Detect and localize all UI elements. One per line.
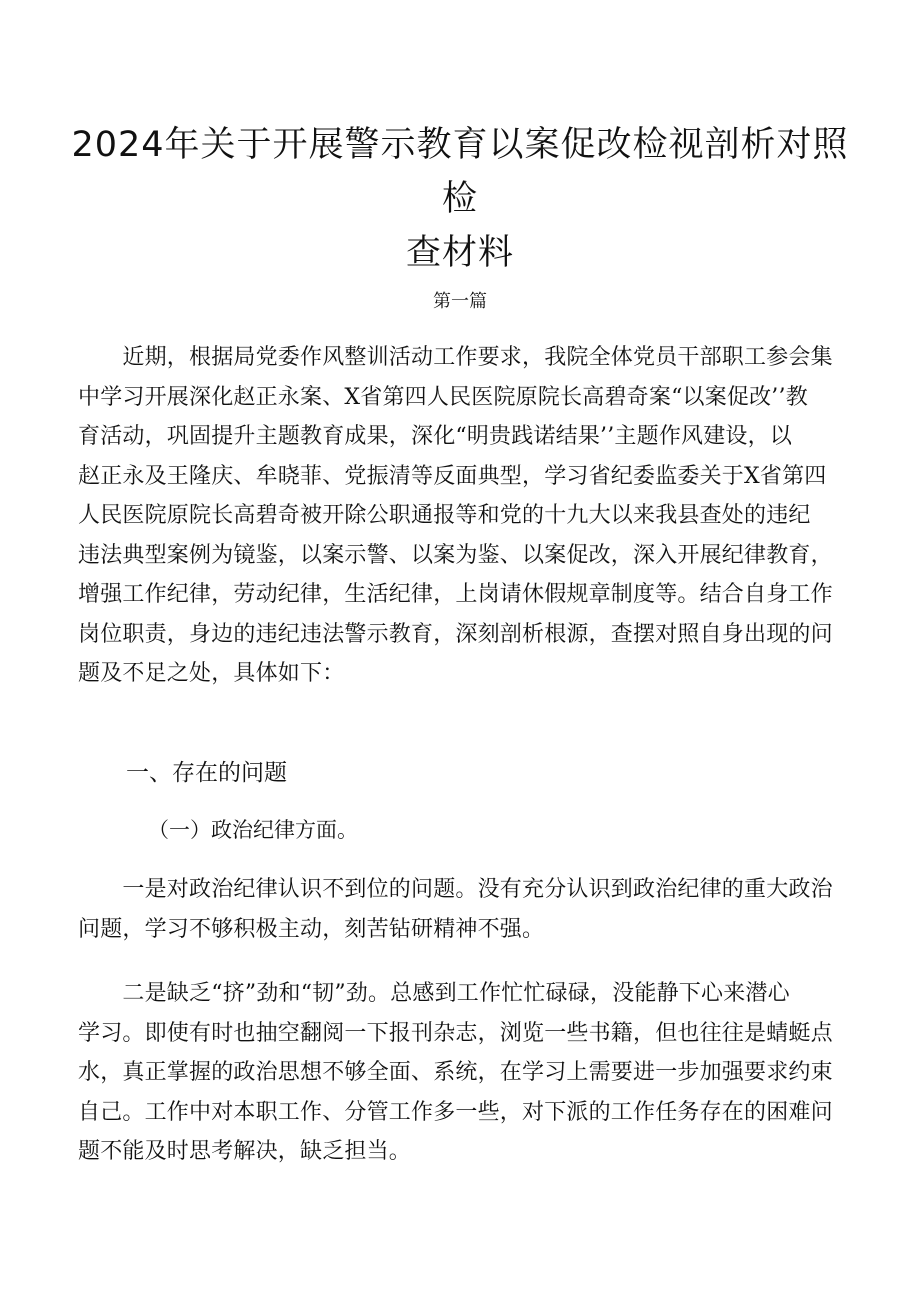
part-label: 第一篇 xyxy=(433,291,487,312)
document-title xyxy=(60,118,860,280)
paragraph-line: 增强工作纪律，劳动纪律，生活纪律，上岗请休假规章制度等。结合自身工作 xyxy=(78,582,833,607)
paragraph-line: 育活动，巩固提升主题教育成果，深化“明贵践诺结果’’主题作风建设，以 xyxy=(78,424,793,449)
paragraph-line: 近期，根据局党委作风整训活动工作要求，我院全体党员干部职工参会集 xyxy=(78,345,833,370)
paragraph-line: 水，真正掌握的政治思想不够全面、系统，在学习上需要进一步加强要求约束 xyxy=(78,1060,833,1085)
paragraph-line: 中学习开展深化赵正永案、X省第四人民医院原院长高碧奇案“以案促改’’教 xyxy=(78,384,808,410)
intro-paragraph xyxy=(78,338,833,694)
paragraph-line: 题不能及时思考解决，缺乏担当。 xyxy=(78,1139,412,1164)
paragraph-line: 题及不足之处，具体如下： xyxy=(78,661,345,686)
paragraph-line: 人民医院原院长高碧奇被开除公职通报等和党的十九大以来我县查处的违纪 xyxy=(78,503,811,528)
paragraph-line: 问题，学习不够积极主动，刻苦钻研精神不强。 xyxy=(78,916,545,942)
title-line-2: 查材料 xyxy=(405,233,514,273)
subsection-heading: （一）政治纪律方面。 xyxy=(148,818,358,842)
section-heading: 一、存在的问题 xyxy=(126,760,287,786)
paragraph-line: 自己。工作中对本职工作、分管工作多一些，对下派的工作任务存在的困难问 xyxy=(78,1099,833,1125)
paragraph-line: 岗位职责，身边的违纪违法警示教育，深刻剖析根源，查摆对照自身出现的问 xyxy=(78,621,833,647)
paragraph-line: 赵正永及王隆庆、牟晓菲、党振清等反面典型，学习省纪委监委关于X省第四 xyxy=(78,463,827,489)
paragraph-line: 违法典型案例为镜鉴，以案示警、以案为鉴、以案促改，深入开展纪律教育， xyxy=(78,542,833,568)
paragraph-line: 一是对政治纪律认识不到位的问题。没有充分认识到政治纪律的重大政治 xyxy=(78,877,833,902)
paragraph-political-discipline-1 xyxy=(78,870,833,949)
paragraph-political-discipline-2 xyxy=(78,974,833,1172)
paragraph-line: 学习。即使有时也抽空翻阅一下报刊杂志，浏览一些书籍，但也往往是蜻蜓点 xyxy=(78,1020,833,1046)
title-line-1: 2024年关于开展警示教育以案促改检视剖析对照检 xyxy=(71,125,849,219)
paragraph-line: 二是缺乏“挤”劲和“韧”劲。总感到工作忙忙碌碌，没能静下心来潜心 xyxy=(78,981,790,1006)
